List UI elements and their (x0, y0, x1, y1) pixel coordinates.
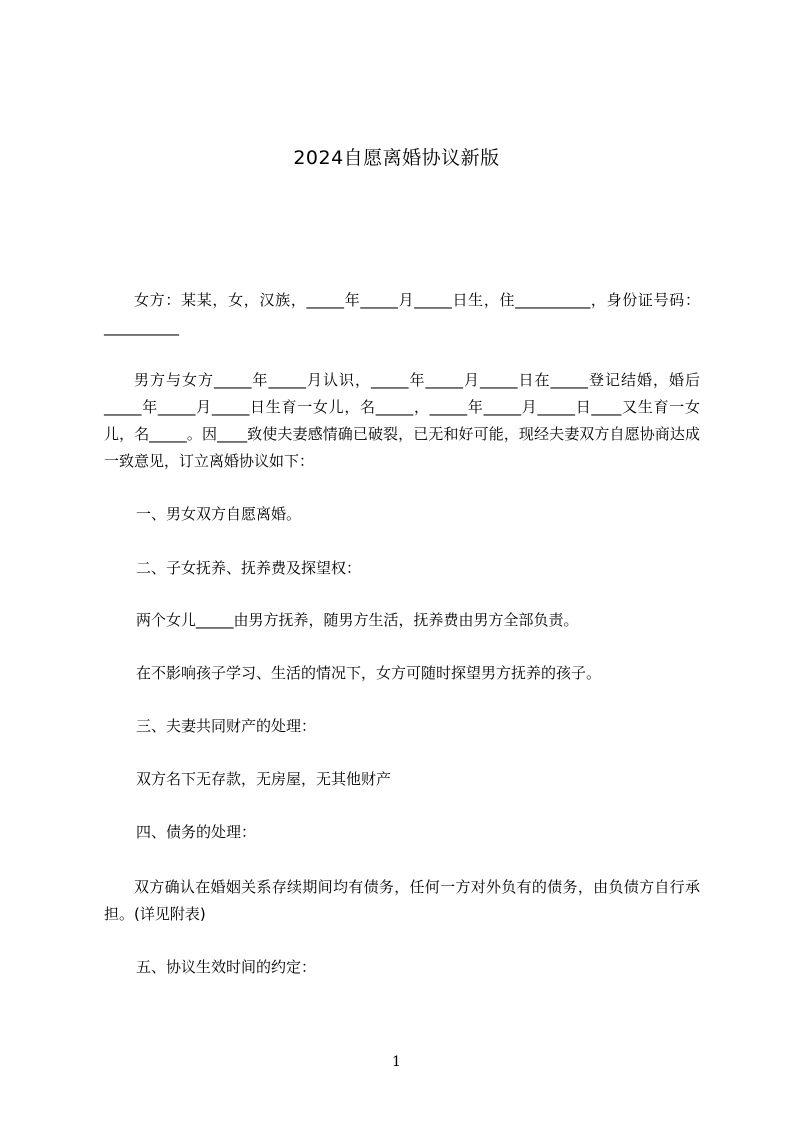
clause-3-heading: 三、夫妻共同财产的处理： (136, 717, 317, 735)
clause-2-heading: 二、子女抚养、抚养费及探望权： (136, 559, 362, 577)
clause-4-heading: 四、债务的处理： (136, 823, 257, 841)
clause-1-heading: 一、男女双方自愿离婚。 (136, 505, 302, 523)
page-number: 1 (392, 1054, 401, 1070)
document-title: 2024自愿离婚协议新版 (293, 147, 500, 169)
clause-3-property: 双方名下无存款，无房屋，无其他财产 (136, 770, 392, 788)
clause-4-debts: 双方确认在婚姻关系存续期间均有债务，任何一方对外负有的债务，由负债方自行承担。(详见附表) (104, 878, 700, 923)
paragraph-marriage-background: 男方与女方_____年_____月认识，_____年_____月_____日在_____登记结婚，婚后_____年_____月_____日生育一女儿，名_____，_____年_____月_____日____又生育一女儿，名_____。因____致使夫妻感情确已破裂，已无和好可能，现经夫妻双方自愿协商达成一致意见，订立离婚协议如下： (104, 371, 700, 470)
clause-5-heading: 五、协议生效时间的约定： (136, 958, 317, 976)
clause-2-visitation: 在不影响孩子学习、生活的情况下，女方可随时探望男方抚养的孩子。 (136, 664, 602, 682)
clause-2-custody: 两个女儿_____由男方抚养，随男方生活，抚养费由男方全部负责。 (136, 611, 579, 629)
paragraph-female-party-info: 女方：某某，女，汉族，_____年_____月_____日生，住__________，身份证号码：__________ (104, 291, 700, 336)
